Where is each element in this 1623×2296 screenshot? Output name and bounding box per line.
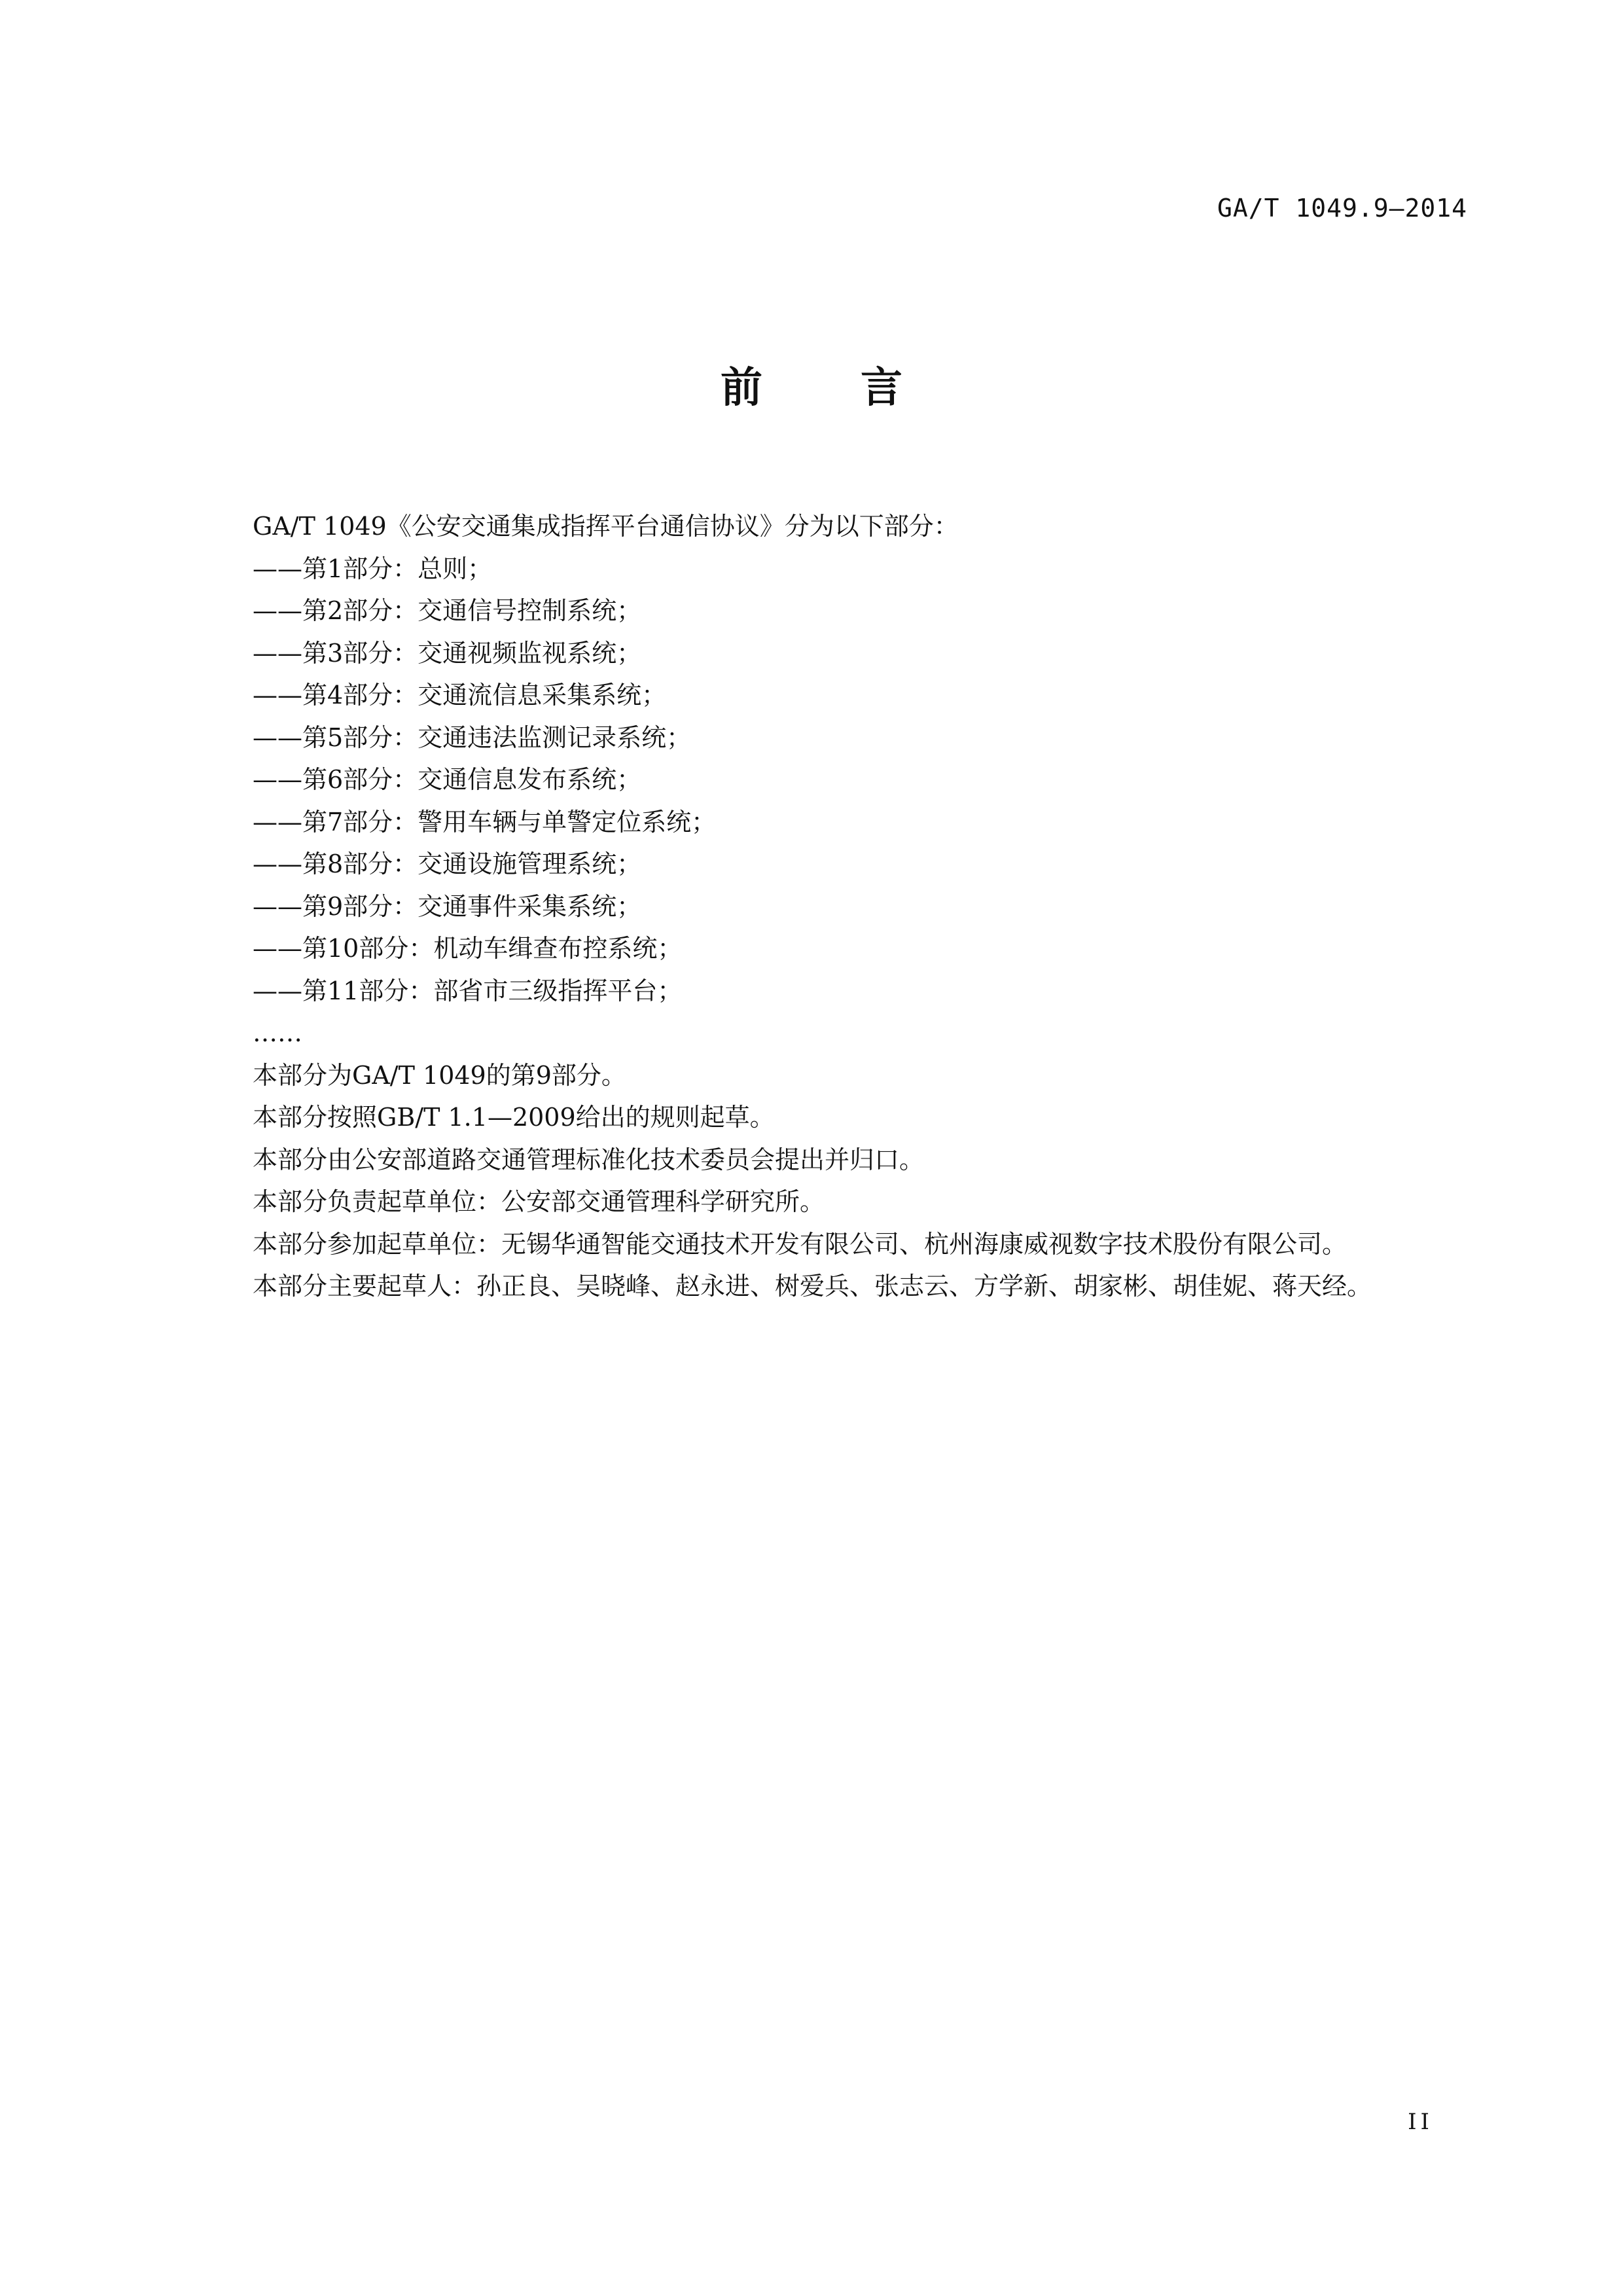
part-item: ——第9部分：交通事件采集系统； [253,891,642,921]
statement-paragraph: 本部分负责起草单位：公安部交通管理科学研究所。 [253,1187,825,1216]
part-item: ——第10部分：机动车缉查布控系统； [253,934,683,963]
part-item: ——第1部分：总则； [253,554,493,583]
part-item: ——第7部分：警用车辆与单警定位系统； [253,807,717,836]
statement-paragraph: 本部分参加起草单位：无锡华通智能交通技术开发有限公司、杭州海康威视数字技术股份有限公司。 [253,1229,1347,1259]
statement-paragraph: 本部分由公安部道路交通管理标准化技术委员会提出并归口。 [253,1145,925,1174]
page-title [0,359,1623,418]
part-item: ——第4部分：交通流信息采集系统； [253,681,667,709]
intro-paragraph: GA/T 1049《公安交通集成指挥平台通信协议》分为以下部分： [253,512,959,541]
statement-paragraph: 本部分为GA/T 1049的第9部分。 [253,1060,626,1090]
part-item: ——第5部分：交通违法监测记录系统； [253,723,692,752]
drafters-paragraph: 本部分主要起草人：孙正良、吴晓峰、赵永进、树爱兵、张志云、方学新、胡家彬、胡佳妮、蒋天经。 [253,1272,1372,1300]
page-number: II [1408,2109,1433,2135]
part-item: ——第6部分：交通信息发布系统； [253,765,642,794]
part-item: ——第11部分：部省市三级指挥平台； [253,976,683,1005]
title-char-2: 言 [861,364,902,412]
standard-code: GA/T 1049.9—2014 [1217,194,1467,223]
foreword-body [195,505,1469,1308]
part-item: ——第8部分：交通设施管理系统； [253,850,642,878]
ellipsis: …… [253,1018,302,1047]
statement-paragraph: 本部分按照GB/T 1.1—2009给出的规则起草。 [253,1103,775,1132]
part-item: ——第2部分：交通信号控制系统； [253,596,642,625]
title-char-1: 前 [721,364,762,412]
part-item: ——第3部分：交通视频监视系统； [253,638,642,668]
